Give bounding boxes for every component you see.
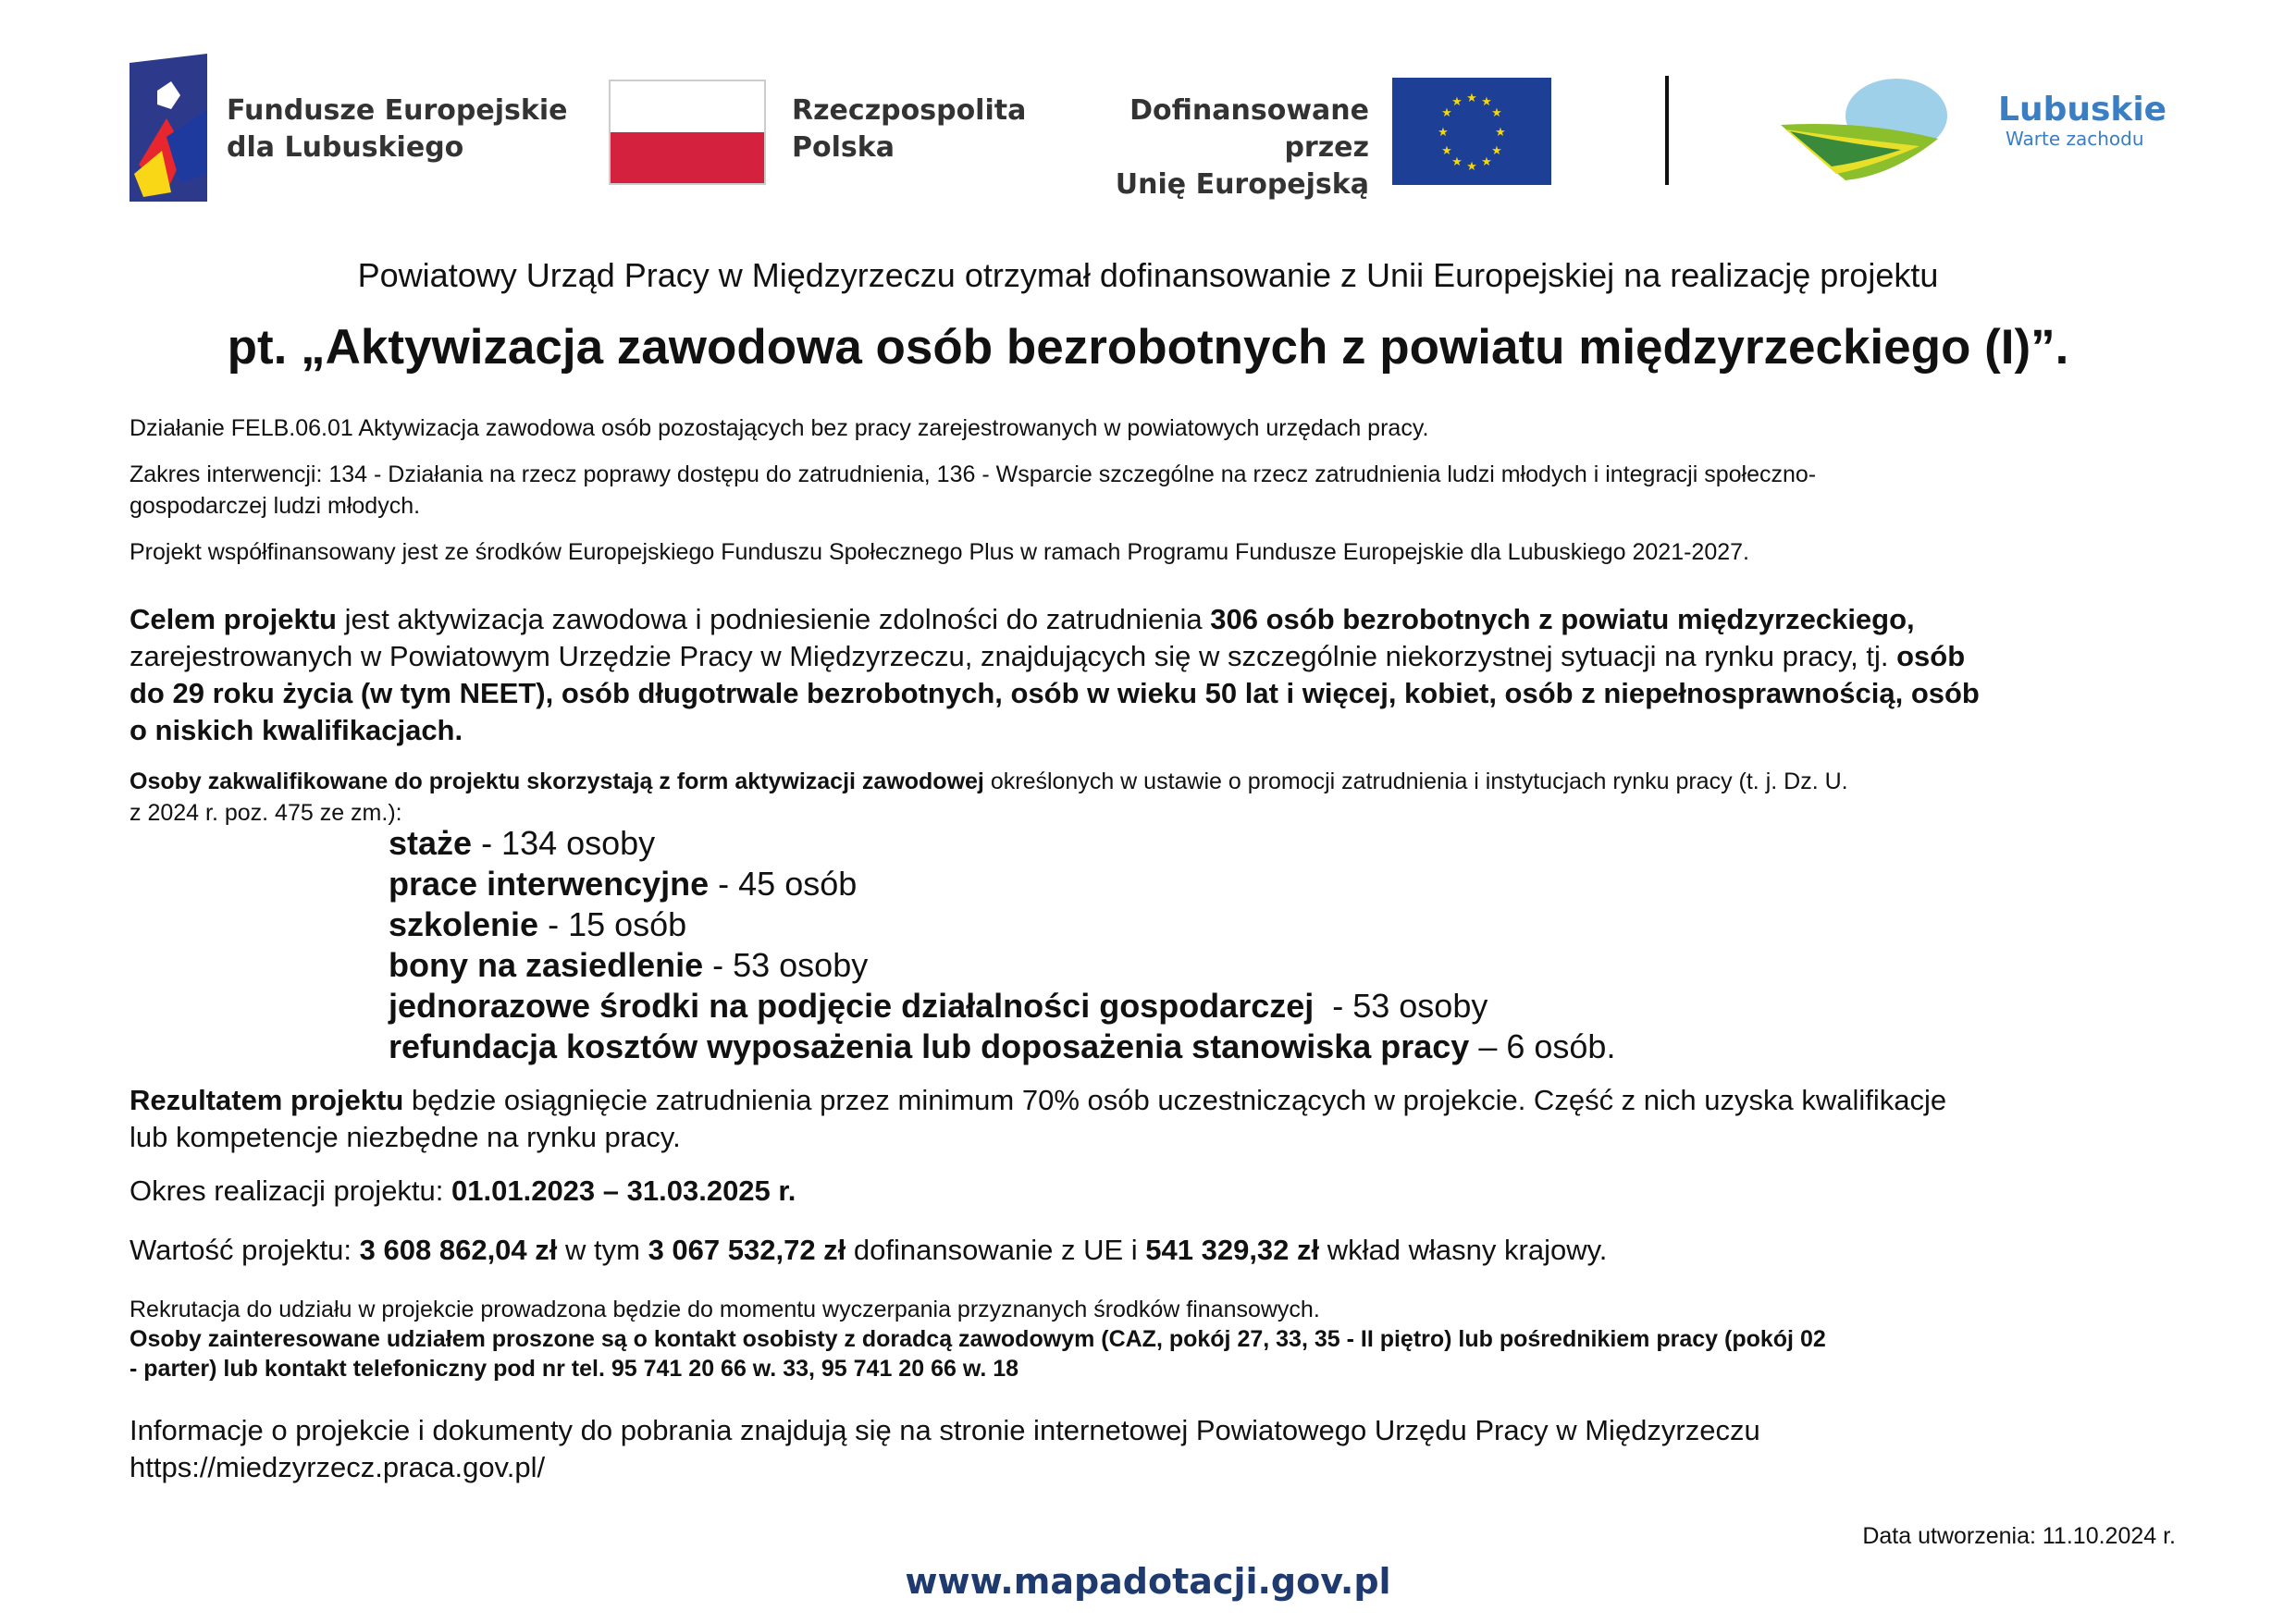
wartosc-line: Wartość projektu: 3 608 862,04 zł w tym 3 067 532,72 zł dofinansowanie z UE i 541 329,32 zł wkład własny krajowy. — [130, 1234, 1608, 1266]
cel-line2-bold: osób — [1896, 640, 1966, 672]
svg-text:★: ★ — [1441, 144, 1452, 158]
list-item: bony na zasiedlenie - 53 osoby — [389, 946, 869, 984]
okres-line: Okres realizacji projektu: 01.01.2023 – 31.03.2025 r. — [130, 1174, 796, 1207]
cel-line4: o niskich kwalifikacjach. — [130, 714, 463, 746]
svg-text:★: ★ — [1495, 126, 1506, 140]
footer-url-link[interactable]: www.mapadotacji.gov.pl — [905, 1561, 1391, 1602]
svg-text:★: ★ — [1466, 92, 1477, 105]
rezultat-text: będzie osiągnięcie zatrudnienia przez minimum 70% osób uczestniczących w projekcie. Część z nich uzyska kwalifikacje — [403, 1084, 1947, 1116]
svg-text:★: ★ — [1451, 155, 1463, 169]
intro-section — [130, 412, 2202, 568]
wartosc-own: 541 329,32 zł — [1145, 1234, 1320, 1266]
lubuskie-tagline: Warte zachodu — [2006, 128, 2144, 150]
list-item: prace interwencyjne - 45 osób — [389, 865, 858, 903]
svg-text:★: ★ — [1491, 144, 1502, 158]
ue-logo-line2: Unię Europejską — [1115, 168, 1369, 201]
cel-text: jest aktywizacja zawodowa i podniesienie zdolności do zatrudnienia — [336, 603, 1211, 635]
fundusze-europejskie-logo-icon — [130, 54, 207, 202]
page-title: pt. „Aktywizacja zawodowa osób bezrobotnych z powiatu międzyrzeckiego (I)”. — [227, 320, 2069, 375]
dzialanie-text: Działanie FELB.06.01 Aktywizacja zawodowa osób pozostających bez pracy zarejestrowanych w powiatowych urzędach pracy. — [130, 415, 1429, 441]
lubuskie-name: Lubuskie — [1998, 91, 2167, 129]
rekrutacja-line3: - parter) lub kontakt telefoniczny pod nr tel. 95 741 20 66 w. 33, 95 741 20 66 w. 18 — [130, 1356, 1019, 1382]
svg-text:★: ★ — [1451, 95, 1463, 109]
info-url-link[interactable]: https://miedzyrzecz.praca.gov.pl/ — [130, 1451, 546, 1483]
eu-flag-icon — [1392, 78, 1551, 185]
list-item: jednorazowe środki na podjęcie działalności gospodarczej - 53 osoby — [389, 987, 1488, 1025]
zakres-line1: Zakres interwencji: 134 - Działania na rzecz poprawy dostępu do zatrudnienia, 136 - Wsparcie szczególne na rzecz zatrudnienia ludzi młodych i integracji społeczno- — [130, 461, 1817, 487]
svg-text:★: ★ — [1441, 106, 1452, 120]
polish-flag-icon — [609, 80, 766, 185]
logo-divider — [1665, 76, 1669, 185]
osoby-label: Osoby zakwalifikowane do projektu skorzystają z form aktywizacji zawodowej — [130, 768, 984, 794]
osoby-line2: z 2024 r. poz. 475 ze zm.): — [130, 800, 402, 826]
info-section — [130, 1412, 2239, 1486]
okres-value: 01.01.2023 – 31.03.2025 r. — [451, 1174, 796, 1207]
list-item: refundacja kosztów wyposażenia lub doposażenia stanowiska pracy – 6 osób. — [389, 1027, 1616, 1065]
zakres-line2: gospodarczej ludzi młodych. — [130, 493, 421, 519]
logo-bar — [0, 0, 2296, 213]
list-item: staże - 134 osoby — [389, 824, 656, 862]
osoby-text: określonych w ustawie o promocji zatrudnienia i instytucjach rynku pracy (t. j. Dz. U. — [983, 768, 1848, 794]
osoby-section — [130, 766, 2239, 829]
lubuskie-logo-icon — [1781, 74, 1947, 185]
rezultat-section — [130, 1082, 2239, 1156]
rp-logo-line1: Rzeczpospolita — [792, 94, 1027, 127]
creation-date: Data utworzenia: 11.10.2024 r. — [1862, 1523, 2176, 1549]
wartosc-total: 3 608 862,04 zł — [359, 1234, 558, 1266]
rekrutacja-line2: Osoby zainteresowane udziałem proszone są o kontakt osobisty z doradcą zawodowym (CAZ, pokój 27, 33, 35 - II piętro) lub pośrednikiem pracy (pokój 02 — [130, 1326, 1826, 1352]
rp-logo-line2: Polska — [792, 131, 895, 164]
ue-logo-line1: Dofinansowane przez — [1129, 94, 1369, 164]
cel-label: Celem projektu — [130, 603, 337, 635]
cel-target: 306 osób bezrobotnych z powiatu międzyrzeckiego, — [1210, 603, 1915, 635]
rekrutacja-section — [130, 1295, 2239, 1383]
cel-line2: zarejestrowanych w Powiatowym Urzędzie Pracy w Międzyrzeczu, znajdujących się w szczególnie niekorzystnej sytuacji na rynku pracy, tj. — [130, 640, 1897, 672]
wartosc-ue: 3 067 532,72 zł — [648, 1234, 846, 1266]
cel-line3: do 29 roku życia (w tym NEET), osób długotrwale bezrobotnych, osób w wieku 50 lat i więcej, kobiet, osób z niepełnosprawnością, osób — [130, 677, 1980, 709]
projekt-text: Projekt współfinansowany jest ze środków Europejskiego Funduszu Społecznego Plus w ramach Programu Fundusze Europejskie dla Lubuskiego 2021-2027. — [130, 539, 1749, 565]
rezultat-line2: lub kompetencje niezbędne na rynku pracy. — [130, 1121, 681, 1153]
info-line1: Informacje o projekcie i dokumenty do pobrania znajdują się na stronie internetowej Powiatowego Urzędu Pracy w Międzyrzeczu — [130, 1414, 1760, 1446]
cel-section — [130, 601, 2239, 749]
svg-text:★: ★ — [1491, 106, 1502, 120]
header-subtitle: Powiatowy Urząd Pracy w Międzyrzeczu otrzymał dofinansowanie z Unii Europejskiej na realizację projektu — [357, 256, 1939, 294]
svg-text:★: ★ — [1481, 155, 1492, 169]
rezultat-label: Rezultatem projektu — [130, 1084, 404, 1116]
fe-logo-line2: dla Lubuskiego — [227, 131, 464, 164]
svg-text:★: ★ — [1466, 160, 1477, 174]
list-item: szkolenie - 15 osób — [389, 905, 687, 943]
rekrutacja-line1: Rekrutacja do udziału w projekcie prowadzona będzie do momentu wyczerpania przyznanych środków finansowych. — [130, 1297, 1320, 1322]
svg-text:★: ★ — [1481, 95, 1492, 109]
forms-list — [389, 823, 1615, 1067]
svg-text:★: ★ — [1438, 126, 1449, 140]
fe-logo-line1: Fundusze Europejskie — [227, 94, 568, 127]
